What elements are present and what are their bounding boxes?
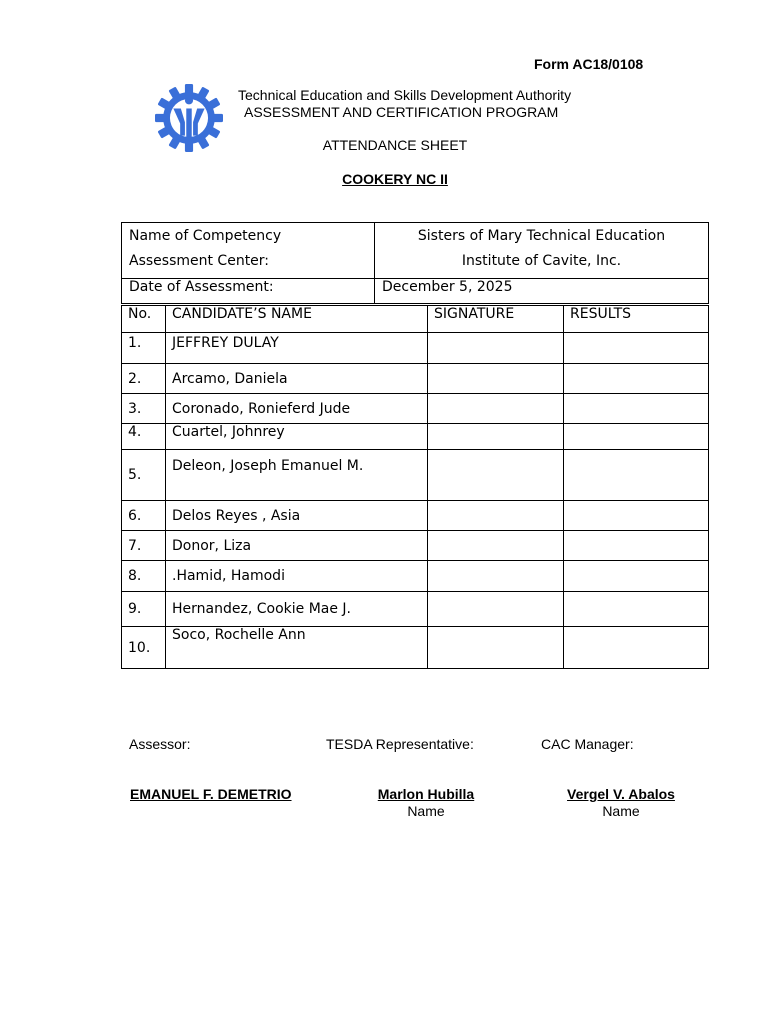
row-number: 2. bbox=[122, 364, 166, 394]
date-value: December 5, 2025 bbox=[375, 279, 709, 304]
results-cell[interactable] bbox=[564, 592, 709, 627]
row-number: 4. bbox=[122, 424, 166, 450]
results-cell[interactable] bbox=[564, 531, 709, 561]
assessor-label: Assessor: bbox=[129, 736, 191, 752]
candidate-name: Arcamo, Daniela bbox=[166, 364, 428, 394]
results-cell[interactable] bbox=[564, 424, 709, 450]
signature-cell[interactable] bbox=[428, 531, 564, 561]
date-row bbox=[122, 279, 709, 304]
table-row bbox=[122, 364, 709, 394]
row-number: 9. bbox=[122, 592, 166, 627]
signature-cell[interactable] bbox=[428, 364, 564, 394]
row-number: 8. bbox=[122, 561, 166, 592]
row-number: 1. bbox=[122, 333, 166, 364]
program-name: ASSESSMENT AND CERTIFICATION PROGRAM bbox=[244, 104, 559, 120]
results-cell[interactable] bbox=[564, 450, 709, 501]
table-row bbox=[122, 394, 709, 424]
assessment-info-table bbox=[121, 222, 709, 304]
signature-cell[interactable] bbox=[428, 561, 564, 592]
qualification-title: COOKERY NC II bbox=[342, 171, 448, 187]
results-cell[interactable] bbox=[564, 501, 709, 531]
table-row bbox=[122, 627, 709, 669]
candidate-name: Coronado, Ronieferd Jude bbox=[166, 394, 428, 424]
row-number: 7. bbox=[122, 531, 166, 561]
table-row bbox=[122, 424, 709, 450]
signature-cell[interactable] bbox=[428, 501, 564, 531]
results-cell[interactable] bbox=[564, 364, 709, 394]
center-label-line2: Assessment Center: bbox=[129, 253, 270, 269]
table-row bbox=[122, 501, 709, 531]
center-value-line1: Sisters of Mary Technical Education bbox=[417, 228, 666, 244]
table-row bbox=[122, 531, 709, 561]
tesda-representative-name: Marlon Hubilla bbox=[377, 786, 475, 802]
results-cell[interactable] bbox=[564, 561, 709, 592]
assessor-name: EMANUEL F. DEMETRIO bbox=[130, 786, 292, 802]
header-candidate-name: CANDIDATE’S NAME bbox=[166, 306, 428, 333]
candidate-name: Cuartel, Johnrey bbox=[166, 424, 428, 450]
results-cell[interactable] bbox=[564, 333, 709, 364]
center-value-line2: Institute of Cavite, Inc. bbox=[461, 253, 622, 269]
cac-manager-name: Vergel V. Abalos bbox=[567, 786, 675, 802]
cac-manager-role: Name bbox=[602, 803, 640, 819]
signature-cell[interactable] bbox=[428, 394, 564, 424]
table-row bbox=[122, 561, 709, 592]
results-cell[interactable] bbox=[564, 394, 709, 424]
cac-manager-label: CAC Manager: bbox=[541, 736, 634, 752]
tesda-representative-label: TESDA Representative: bbox=[326, 736, 474, 752]
signature-cell[interactable] bbox=[428, 450, 564, 501]
signature-cell[interactable] bbox=[428, 424, 564, 450]
date-label: Date of Assessment: bbox=[122, 279, 375, 304]
center-value-cell bbox=[375, 223, 709, 279]
form-code: Form AC18/0108 bbox=[534, 56, 644, 72]
roster-header-row bbox=[122, 306, 709, 333]
candidate-name: Hernandez, Cookie Mae J. bbox=[166, 592, 428, 627]
row-number: 10. bbox=[122, 627, 166, 669]
signature-cell[interactable] bbox=[428, 627, 564, 669]
candidate-name: JEFFREY DULAY bbox=[166, 333, 428, 364]
header-no: No. bbox=[122, 306, 166, 333]
center-label-cell bbox=[122, 223, 375, 279]
candidate-roster-table bbox=[121, 305, 709, 669]
row-number: 3. bbox=[122, 394, 166, 424]
header-signature: SIGNATURE bbox=[428, 306, 564, 333]
table-row bbox=[122, 450, 709, 501]
center-row bbox=[122, 223, 709, 279]
candidate-name: Donor, Liza bbox=[166, 531, 428, 561]
table-row bbox=[122, 592, 709, 627]
header-results: RESULTS bbox=[564, 306, 709, 333]
signature-cell[interactable] bbox=[428, 592, 564, 627]
candidate-name: .Hamid, Hamodi bbox=[166, 561, 428, 592]
sheet-title: ATTENDANCE SHEET bbox=[322, 137, 468, 153]
table-row bbox=[122, 333, 709, 364]
candidate-name: Soco, Rochelle Ann bbox=[166, 627, 428, 669]
agency-name: Technical Education and Skills Development Authority bbox=[238, 87, 572, 103]
candidate-name: Delos Reyes , Asia bbox=[166, 501, 428, 531]
row-number: 6. bbox=[122, 501, 166, 531]
candidate-name: Deleon, Joseph Emanuel M. bbox=[166, 450, 428, 501]
row-number: 5. bbox=[122, 450, 166, 501]
signature-cell[interactable] bbox=[428, 333, 564, 364]
center-label-line1: Name of Competency bbox=[129, 228, 282, 244]
results-cell[interactable] bbox=[564, 627, 709, 669]
tesda-representative-role: Name bbox=[407, 803, 445, 819]
